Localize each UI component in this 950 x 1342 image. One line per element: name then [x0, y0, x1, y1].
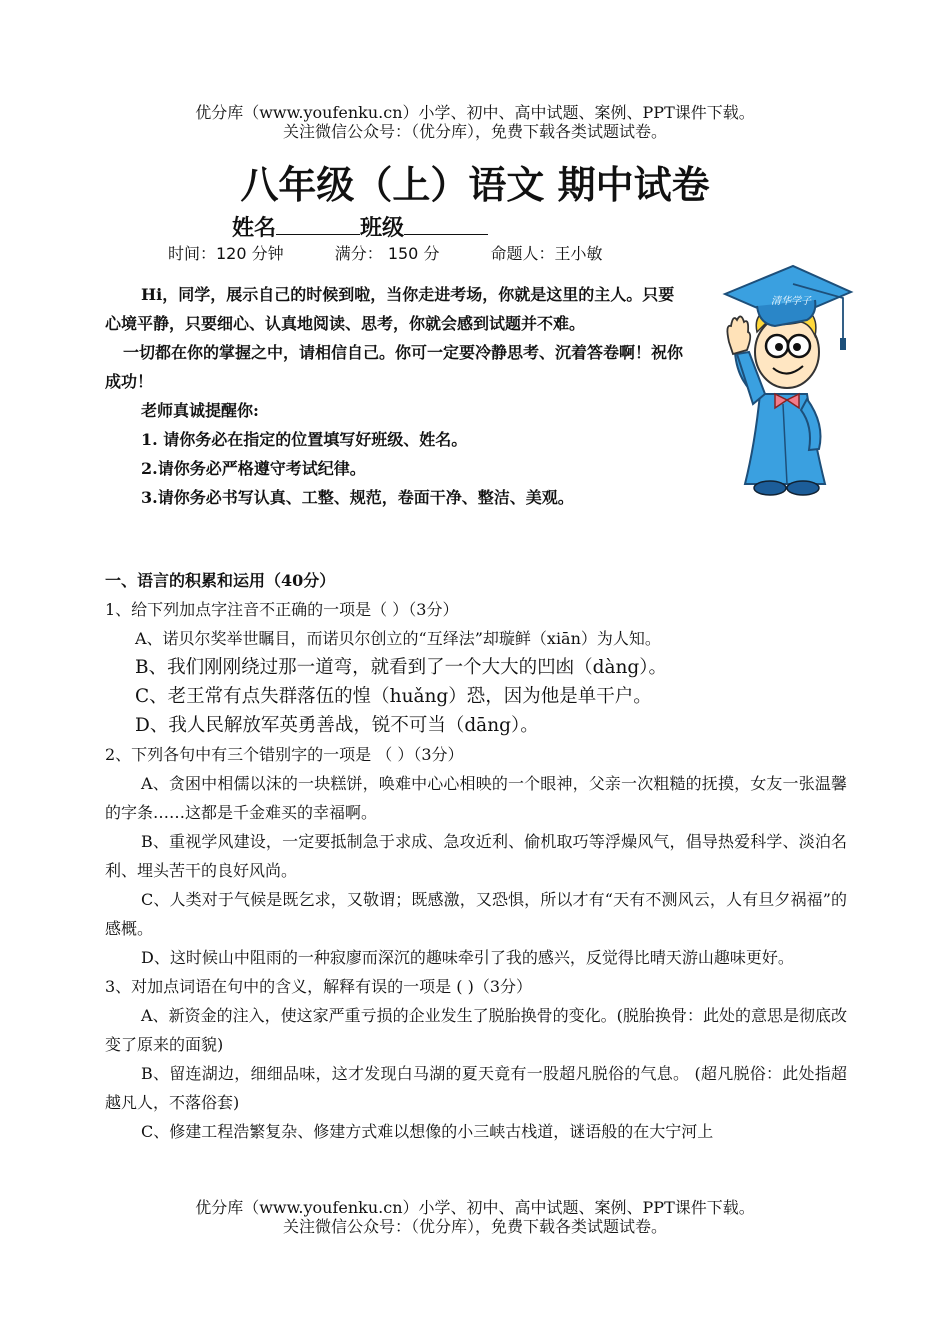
q2-option-b: B、重视学风建设，一定要抵制急于求成、急攻近利、偷机取巧等浮燥风气，倡导热爱科学、淡泊名利、埋头苦干的良好风尚。	[105, 832, 847, 880]
exam-author: 命题人：王小敏	[490, 244, 603, 263]
exam-info	[168, 242, 603, 266]
page-header	[0, 103, 950, 141]
intro-paragraph-2: 一切都在你的掌握之中，请相信自己。你可一定要冷静思考、沉着答卷啊！祝你成功！	[105, 343, 684, 391]
reminder-3: 3.请你务必书写认真、工整、规范，卷面干净、整洁、美观。	[141, 488, 574, 507]
q2-option-d: D、这时候山中阻雨的一种寂廖而深沉的趣味牵引了我的感兴，反觉得比晴天游山趣味更好。	[141, 948, 794, 967]
page-footer	[0, 1198, 950, 1236]
q1-option-c: C、老王常有点失群落伍的惶（huǎng）恐，因为他是单干户。	[135, 686, 652, 707]
name-blank	[276, 210, 360, 235]
class-label: 班级	[360, 215, 405, 241]
q3-stem: 3、对加点词语在句中的含义，解释有误的一项是 ( )（3分）	[105, 977, 533, 996]
name-label: 姓名	[232, 215, 277, 241]
q2-option-a: A、贪困中相儒以沫的一块糕饼，唤难中心心相映的一个眼神，父亲一次粗糙的抚摸，女友一张温馨的字条……这都是千金难买的幸福啊。	[105, 774, 847, 822]
q2-option-c: C、人类对于气候是既乞求，又敬谓；既感激，又恐惧，所以才有“天有不测风云，人有旦夕祸福”的感概。	[105, 890, 847, 938]
footer-line-2: 关注微信公众号：（优分库），免费下载各类试题试卷。	[282, 1217, 667, 1236]
cap-text: 清华学子	[771, 296, 811, 307]
section-title-1: 一、语言的积累和运用（40分）	[105, 571, 336, 590]
reminder-1: 1. 请你务必在指定的位置填写好班级、姓名。	[141, 430, 468, 449]
footer-line-1: 优分库（www.youfenku.cn）小学、初中、高中试题、案例、PPT课件下载。	[195, 1198, 755, 1217]
name-class-line	[232, 210, 488, 243]
class-blank	[404, 210, 488, 235]
q3-option-c: C、修建工程浩繁复杂、修建方式难以想像的小三峡古栈道，谜语般的在大宁河上	[141, 1122, 714, 1141]
exam-time: 时间：120 分钟	[168, 244, 284, 263]
questions	[105, 566, 847, 1146]
q2-stem: 2、下列各句中有三个错别字的一项是 （ ）（3分）	[105, 745, 464, 764]
header-line-2: 关注微信公众号：（优分库），免费下载各类试题试卷。	[282, 122, 667, 141]
q1-stem: 1、给下列加点字注音不正确的一项是（ ）（3分）	[105, 600, 459, 619]
header-line-1: 优分库（www.youfenku.cn）小学、初中、高中试题、案例、PPT课件下载。	[195, 103, 755, 122]
q3-option-a: A、新资金的注入，使这家严重亏损的企业发生了脱胎换骨的变化。(脱胎换骨：此处的意思是彻底改变了原来的面貌)	[105, 1006, 847, 1054]
q1-option-d: D、我人民解放军英勇善战，锐不可当（dāng）。	[135, 715, 539, 736]
q3-option-b: B、留连湖边，细细品味，这才发现白马湖的夏天竟有一股超凡脱俗的气息。 (超凡脱俗：此处指超越凡人，不落俗套)	[105, 1064, 847, 1112]
exam-score: 满分： 150 分	[334, 244, 440, 263]
q1-option-a: A、诺贝尔奖举世瞩目，而诺贝尔创立的“互绎法”却璇鲜（xiān）为人知。	[135, 629, 661, 648]
reminder-title: 老师真诚提醒你:	[141, 401, 259, 420]
q1-option-b: B、我们刚刚绕过那一道弯，就看到了一个大大的凹凼（dàng）。	[135, 657, 667, 678]
exam-title: 八年级（上）语文 期中试卷	[240, 163, 710, 207]
reminder-2: 2.请你务必严格遵守考试纪律。	[141, 459, 366, 478]
graduate-cartoon-icon	[715, 254, 855, 499]
intro-paragraph-1: Hi，同学，展示自己的时候到啦，当你走进考场，你就是这里的主人。只要心境平静，只要细心、认真地阅读、思考，你就会感到试题并不难。	[105, 285, 675, 333]
intro-block	[105, 280, 690, 512]
